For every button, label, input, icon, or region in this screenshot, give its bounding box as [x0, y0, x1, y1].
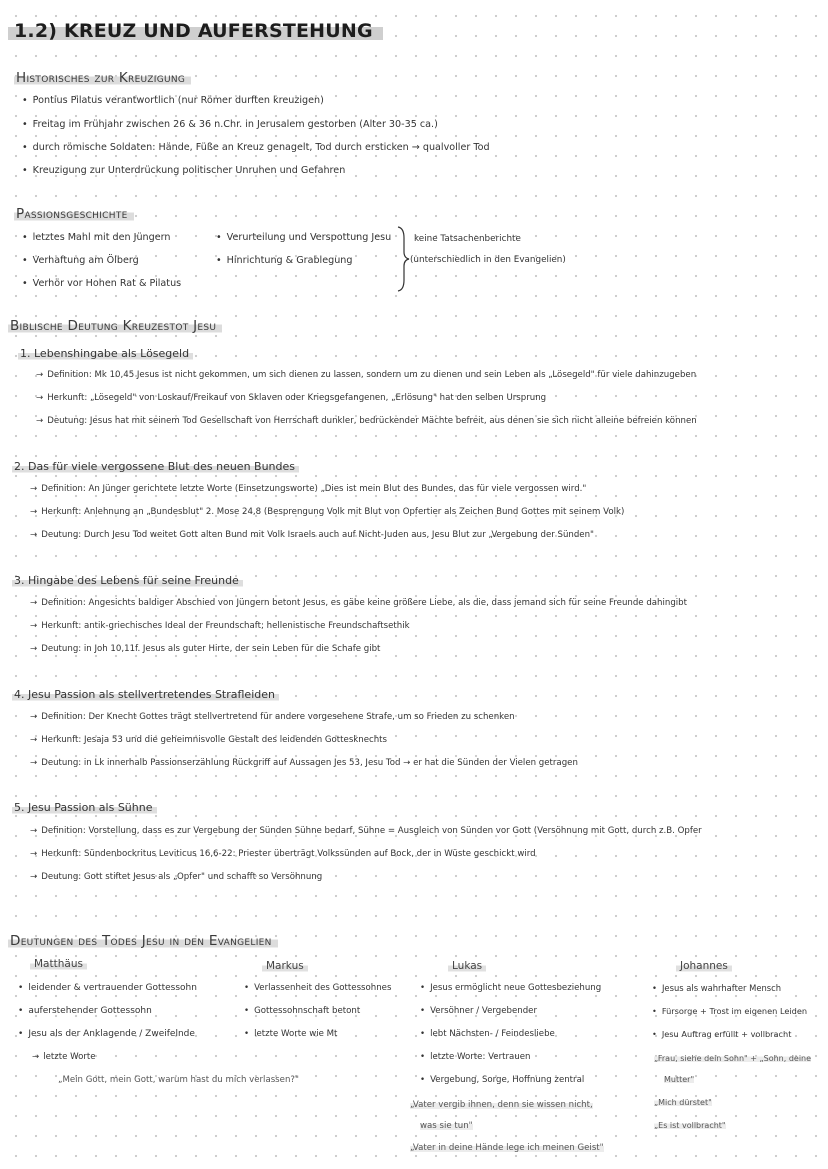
deutung-text: Deutung: Gott stiftet Jesus als „Opfer" und schafft so Versöhnung [41, 872, 323, 882]
sub-item-text: letzte Worte [43, 1052, 96, 1062]
heading-biblisch: Biblische Deutung Kreuzestot Jesu [8, 318, 222, 334]
quote: „Mich dürstet" [654, 1098, 712, 1107]
herkunft-text: Herkunft: „Lösegeld" von Loskauf/Freikauf von Sklaven oder Kriegsgefangenen, „Erlösung" hat den selben Ursprung [47, 393, 547, 403]
quote: was sie tun" [420, 1121, 473, 1131]
quote: „Mein Gott, mein Gott, warum hast du mich verlassen?" [58, 1075, 299, 1085]
definition-text: Definition: Vorstellung, dass es zur Vergebung der Sünden Sühne bedarf, Sühne = Ausgleich von Sünden vor Gott (Versöhnung mit Gott, durch z.B. Opfer [41, 826, 702, 836]
page-title: 1.2) KREUZ UND AUFERSTEHUNG [8, 18, 383, 44]
herkunft: → Herkunft: Jesaja 53 und die geheimnisvolle Gestalt des leidenden Gottesknechts [30, 735, 388, 745]
passion-note: keine Tatsachenberichte [414, 234, 521, 244]
column-heading-markus: Markus [262, 960, 308, 972]
sub-heading: 1. Lebenshingabe als Lösegeld [18, 347, 193, 360]
definition: → Definition: An Jünger gerichtete letzte Worte (Einsetzungsworte) „Dies ist mein Blut des Bundes, das für viele vergossen wird." [30, 484, 587, 494]
list-item: • Versöhner / Vergebender [420, 1006, 537, 1016]
definition: → Definition: Vorstellung, dass es zur Vergebung der Sünden Sühne bedarf, Sühne = Ausgleich von Sünden vor Gott (Versöhnung mit Gott, durch z.B. Opfer [30, 826, 702, 836]
sub-heading: 2. Das für viele vergossene Blut des neuen Bundes [12, 460, 299, 473]
list-item: • letztes Mahl mit den Jüngern [22, 232, 170, 243]
list-item: • Gottessohnschaft betont [244, 1006, 360, 1016]
deutung-text: Deutung: Durch Jesu Tod weitet Gott alten Bund mit Volk Israels auch auf Nicht-Juden aus, Jesu Blut zur „Vergebung der Sünden" [41, 530, 594, 540]
definition: → Definition: Angesichts baldiger Abschied von Jüngern betont Jesus, es gäbe keine größere Liebe, als die, dass jemand sich für seine Freunde dahingibt [30, 598, 687, 608]
definition-text: Definition: Mk 10,45 Jesus ist nicht gekommen, um sich dienen zu lassen, sondern um zu dienen und sein Leben als „Lösegeld" für viele dahinzugeben [47, 370, 697, 380]
quote: „Frau, siehe dein Sohn" + „Sohn, deine [654, 1054, 812, 1063]
herkunft: → Herkunft: Sündenbockritus Leviticus 16,6-22: Priester überträgt Volkssünden auf Bock, der in Wüste geschickt wird [30, 849, 536, 859]
deutung-text: Deutung: in Lk innerhalb Passionserzählung Rückgriff auf Aussagen Jes 53, Jesu Tod → er hat die Sünden der Vielen getragen [41, 758, 578, 768]
deutung-text: Deutung: in Joh 10,11f. Jesus als guter Hirte, der sein Leben für die Schafe gibt [41, 644, 381, 654]
herkunft-text: Herkunft: Anlehnung an „Bundesblut" 2. Mose 24,8 (Besprengung Volk mit Blut von Opfertier als Zeichen Bund Gottes mit seinem Volk) [41, 507, 625, 517]
deutung: → Deutung: Gott stiftet Jesus als „Opfer" und schafft so Versöhnung [30, 872, 323, 882]
quote: Mutter" [664, 1075, 695, 1084]
definition-text: Definition: Der Knecht Gottes trägt stellvertretend für andere vorgesehene Strafe, um so Frieden zu schenken [41, 712, 515, 722]
herkunft-text: Herkunft: Sündenbockritus Leviticus 16,6-22: Priester überträgt Volkssünden auf Bock, der in Wüste geschickt wird [41, 849, 536, 859]
list-item: • letzte Worte wie Mt [244, 1029, 337, 1039]
herkunft: → Herkunft: „Lösegeld" von Loskauf/Freikauf von Sklaven oder Kriegsgefangenen, „Erlösung" hat den selben Ursprung [36, 393, 547, 403]
herkunft-text: Herkunft: antik-griechisches Ideal der Freundschaft; hellenistische Freundschaftsethik [41, 621, 410, 631]
quote: „Vater vergib ihnen, denn sie wissen nicht, [410, 1100, 593, 1110]
herkunft: → Herkunft: Anlehnung an „Bundesblut" 2. Mose 24,8 (Besprengung Volk mit Blut von Opfertier als Zeichen Bund Gottes mit seinem Volk) [30, 507, 625, 517]
quote: „Es ist vollbracht" [654, 1121, 726, 1130]
heading-evangelien: Deutungen des Todes Jesu in den Evangelien [8, 933, 278, 949]
heading-historisches: Historisches zur Kreuzigung [14, 70, 191, 86]
definition-text: Definition: An Jünger gerichtete letzte Worte (Einsetzungsworte) „Dies ist mein Blut des Bundes, das für viele vergossen wird." [41, 484, 587, 494]
sub-heading: 4. Jesu Passion als stellvertretendes Strafleiden [12, 688, 279, 701]
quote: „Vater in deine Hände lege ich meinen Geist" [410, 1143, 604, 1153]
list-item: • Vergebung, Sorge, Hoffnung zentral [420, 1075, 584, 1085]
list-item: • auferstehender Gottessohn [18, 1006, 152, 1016]
deutung: → Deutung: Jesus hat mit seinem Tod Gesellschaft von Herrschaft dunkler, bedrückender Mächte befreit, aus denen sie sich nicht alleine befreien können [36, 416, 697, 426]
list-item: • Jesu Auftrag erfüllt + vollbracht [652, 1029, 791, 1039]
list-item: • Verhör vor Hohen Rat & Pilatus [22, 278, 181, 289]
list-item: • Jesus als wahrhafter Mensch [652, 983, 781, 993]
sub-heading: 5. Jesu Passion als Sühne [12, 801, 157, 814]
herkunft: → Herkunft: antik-griechisches Ideal der Freundschaft; hellenistische Freundschaftsethik [30, 621, 410, 631]
list-item: • durch römische Soldaten: Hände, Füße an Kreuz genagelt, Tod durch ersticken → qualvoller Tod [22, 142, 490, 153]
heading-passion: Passionsgeschichte [14, 206, 134, 222]
deutung: → Deutung: Durch Jesu Tod weitet Gott alten Bund mit Volk Israels auch auf Nicht-Juden aus, Jesu Blut zur „Vergebung der Sünden" [30, 530, 594, 540]
list-item: • Freitag im Frühjahr zwischen 26 & 36 n.Chr. in Jerusalem gestorben (Alter 30-35 ca.) [22, 119, 438, 130]
list-item: • Verurteilung und Verspottung Jesu [216, 232, 391, 243]
list-item: • Verhaftung am Ölberg [22, 255, 139, 266]
list-item: • leidender & vertrauender Gottessohn [18, 983, 197, 993]
column-heading-matthaeus: Matthäus [30, 958, 87, 970]
column-heading-johannes: Johannes [676, 960, 732, 972]
passion-note: (unterschiedlich in den Evangelien) [410, 255, 566, 265]
list-item: • Jesus ermöglicht neue Gottesbeziehung [420, 983, 601, 993]
list-item: • Jesu als der Anklagende / Zweifelnde [18, 1029, 195, 1039]
list-item: • Fürsorge + Trost im eigenen Leiden [652, 1006, 807, 1016]
definition-text: Definition: Angesichts baldiger Abschied von Jüngern betont Jesus, es gäbe keine größere Liebe, als die, dass jemand sich für seine Freunde dahingibt [41, 598, 687, 608]
curly-brace-icon [396, 226, 410, 292]
list-item: • lebt Nächsten- / Feindesliebe [420, 1029, 555, 1039]
column-heading-lukas: Lukas [448, 960, 486, 972]
sub-item: → letzte Worte [32, 1052, 96, 1062]
deutung-text: Deutung: Jesus hat mit seinem Tod Gesellschaft von Herrschaft dunkler, bedrückender Mächte befreit, aus denen sie sich nicht alleine befreien können [47, 416, 697, 426]
definition: → Definition: Der Knecht Gottes trägt stellvertretend für andere vorgesehene Strafe, um so Frieden zu schenken [30, 712, 515, 722]
list-item: • letzte Worte: Vertrauen [420, 1052, 530, 1062]
deutung: → Deutung: in Lk innerhalb Passionserzählung Rückgriff auf Aussagen Jes 53, Jesu Tod → er hat die Sünden der Vielen getragen [30, 758, 578, 768]
list-item: • Pontius Pilatus verantwortlich (nur Römer durften kreuzigen) [22, 95, 324, 106]
deutung: → Deutung: in Joh 10,11f. Jesus als guter Hirte, der sein Leben für die Schafe gibt [30, 644, 381, 654]
list-item: • Kreuzigung zur Unterdrückung politischer Unruhen und Gefahren [22, 165, 345, 176]
herkunft-text: Herkunft: Jesaja 53 und die geheimnisvolle Gestalt des leidenden Gottesknechts [41, 735, 388, 745]
list-item: • Hinrichtung & Grablegung [216, 255, 352, 266]
definition: → Definition: Mk 10,45 Jesus ist nicht gekommen, um sich dienen zu lassen, sondern um zu dienen und sein Leben als „Lösegeld" für viele dahinzugeben [36, 370, 697, 380]
list-item: • Verlassenheit des Gottessohnes [244, 983, 391, 993]
sub-heading: 3. Hingabe des Lebens für seine Freunde [12, 574, 243, 587]
